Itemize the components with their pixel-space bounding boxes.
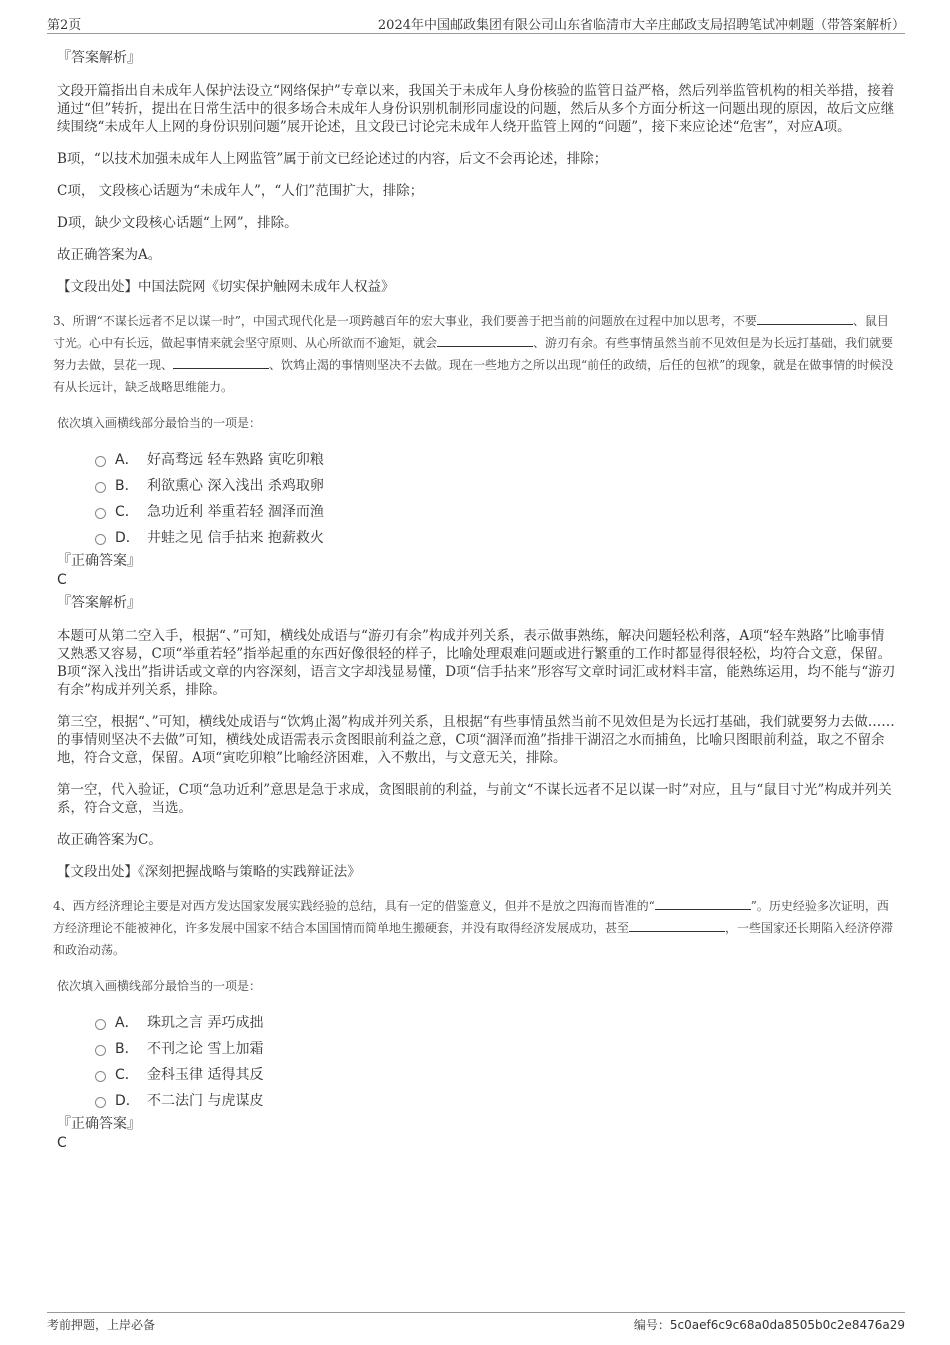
- analysis-conclusion: 故正确答案为C。: [57, 832, 162, 848]
- fill-blank: [437, 335, 533, 347]
- question-4-text: 4、西方经济理论主要是对西方发达国家发展实践经验的总结，具有一定的借鉴意义，但并不是放之四海而皆准的“ ”。历史经验多次证明，西方经济理论不能被神化，许多发展中国家不结合本国国情而简单地生搬硬套，并没有取得经济发展成功，甚至 ，一些国家还长期陷入经济停滞和政治动荡。: [53, 899, 894, 957]
- option-b[interactable]: B． 不刊之论 雪上加霜: [95, 1035, 897, 1061]
- option-b[interactable]: B． 利欲熏心 深入浅出 杀鸡取卵: [95, 472, 897, 498]
- correct-answer: C: [57, 1135, 67, 1151]
- analysis-heading: 『答案解析』: [57, 595, 141, 611]
- page-footer: [47, 1312, 905, 1332]
- document-code: 编号：5c0aef6c9c68a0da8505b0c2e8476a29: [633, 1318, 905, 1332]
- source-citation: 【文段出处】《深刻把握战略与策略的实践辩证法》: [57, 864, 361, 880]
- question-prompt: 依次填入画横线部分最恰当的一项是：: [57, 979, 262, 993]
- option-c[interactable]: C． 金科玉律 适得其反: [95, 1061, 897, 1087]
- analysis-conclusion: 故正确答案为A。: [57, 247, 162, 263]
- page-number: 第2页: [47, 18, 82, 33]
- analysis-paragraph: 文段开篇指出自未成年人保护法设立“网络保护”专章以来，我国关于未成年人身份核验的监管日益严格，然后列举监管机构的相关举措，接着通过“但”转折，提出在日常生活中的很多场合未成年人身份识别机制形同虚设的问题，然后从多个方面分析这一问题出现的原因，故后文应继续围绕“未成年人上网的身份识别问题”展开论述，且文段已讨论完未成年人绕开监管上网的“问题”，接下来应论述“危害”，对应A项。: [57, 83, 895, 135]
- question-3-options: [95, 446, 897, 550]
- analysis-paragraph: 第三空，根据“、”可知，横线处成语与“饮鸩止渴”构成并列关系，且根据“有些事情虽然当前不见效但是为长远打基础，我们就要努力去做……的事情则坚决不去做”可知，横线处成语需表示贪图眼前利益之意，C项“涸泽而渔”指排干湖沼之水而捕鱼，比喻只图眼前利益，取之不留余地，符合文意，保留。A项“寅吃卯粮”比喻经济困难，入不敷出，与文意无关，排除。: [57, 714, 895, 766]
- radio-icon[interactable]: [95, 456, 106, 467]
- footer-slogan: 考前押题，上岸必备: [47, 1318, 156, 1332]
- analysis-paragraph: D项，缺少文段核心话题“上网”，排除。: [57, 215, 298, 231]
- analysis-paragraph: C项， 文段核心话题为“未成年人”，“人们”范围扩大，排除；: [57, 183, 424, 199]
- option-d[interactable]: D． 不二法门 与虎谋皮: [95, 1087, 897, 1113]
- radio-icon[interactable]: [95, 1071, 106, 1082]
- analysis-paragraph: B项，“以技术加强未成年人上网监管”属于前文已经论述过的内容，后文不会再论述，排除；: [57, 151, 608, 167]
- radio-icon[interactable]: [95, 1019, 106, 1030]
- question-4-options: [95, 1009, 897, 1113]
- correct-answer-heading: 『正确答案』: [57, 553, 141, 569]
- document-title: 2024年中国邮政集团有限公司山东省临清市大辛庄邮政支局招聘笔试冲刺题（带答案解析）: [377, 18, 905, 33]
- fill-blank: [655, 898, 751, 910]
- fill-blank: [173, 357, 269, 369]
- fill-blank: [757, 313, 853, 325]
- option-a[interactable]: A． 珠玑之言 弄巧成拙: [95, 1009, 897, 1035]
- analysis-heading: 『答案解析』: [57, 50, 141, 66]
- page-content: [53, 48, 897, 1156]
- radio-icon[interactable]: [95, 508, 106, 519]
- correct-answer-heading: 『正确答案』: [57, 1116, 141, 1132]
- option-a[interactable]: A． 好高骛远 轻车熟路 寅吃卯粮: [95, 446, 897, 472]
- radio-icon[interactable]: [95, 1045, 106, 1056]
- analysis-paragraph: 第一空，代入验证，C项“急功近利”意思是急于求成，贪图眼前的利益，与前文“不谋长远者不足以谋一时”对应，且与“鼠目寸光”构成并列关系，符合文意，当选。: [57, 782, 892, 816]
- radio-icon[interactable]: [95, 534, 106, 545]
- option-d[interactable]: D． 井蛙之见 信手拈来 抱薪救火: [95, 524, 897, 550]
- question-3-text: 3、所谓“不谋长远者不足以谋一时”，中国式现代化是一项跨越百年的宏大事业，我们要善于把当前的问题放在过程中加以思考，不要 、鼠目寸光。心中有长远，做起事情来就会坚守原则、从心所欲而不逾矩，就会 、游刃有余。有些事情虽然当前不见效但是为长远打基础，我们就要努力去做，昙花一现、 、饮鸩止渴的事情则坚决不去做。现在一些地方之所以出现“前任的政绩，后任的包袱”的现象，就是在做事情的时候没有从长远计，缺乏战略思维能力。: [53, 314, 894, 394]
- source-citation: 【文段出处】中国法院网《切实保护触网未成年人权益》: [57, 279, 395, 295]
- radio-icon[interactable]: [95, 482, 106, 493]
- analysis-paragraph: 本题可从第二空入手，根据“、”可知，横线处成语与“游刃有余”构成并列关系，表示做事熟练，解决问题轻松利落，A项“轻车熟路”比喻事情又熟悉又容易，C项“举重若轻”指举起重的东西好像很轻的样子，比喻处理艰难问题或进行繁重的工作时都显得很轻松，均符合文意，保留。B项“深入浅出”指讲话或文章的内容深刻，语言文字却浅显易懂，D项“信手拈来”形容写文章时词汇或材料丰富，能熟练运用，均不能与“游刃有余”构成并列关系，排除。: [57, 628, 896, 698]
- option-c[interactable]: C． 急功近利 举重若轻 涸泽而渔: [95, 498, 897, 524]
- page-header: [47, 14, 905, 34]
- fill-blank: [629, 920, 725, 932]
- radio-icon[interactable]: [95, 1097, 106, 1108]
- question-prompt: 依次填入画横线部分最恰当的一项是：: [57, 416, 262, 430]
- correct-answer: C: [57, 572, 67, 588]
